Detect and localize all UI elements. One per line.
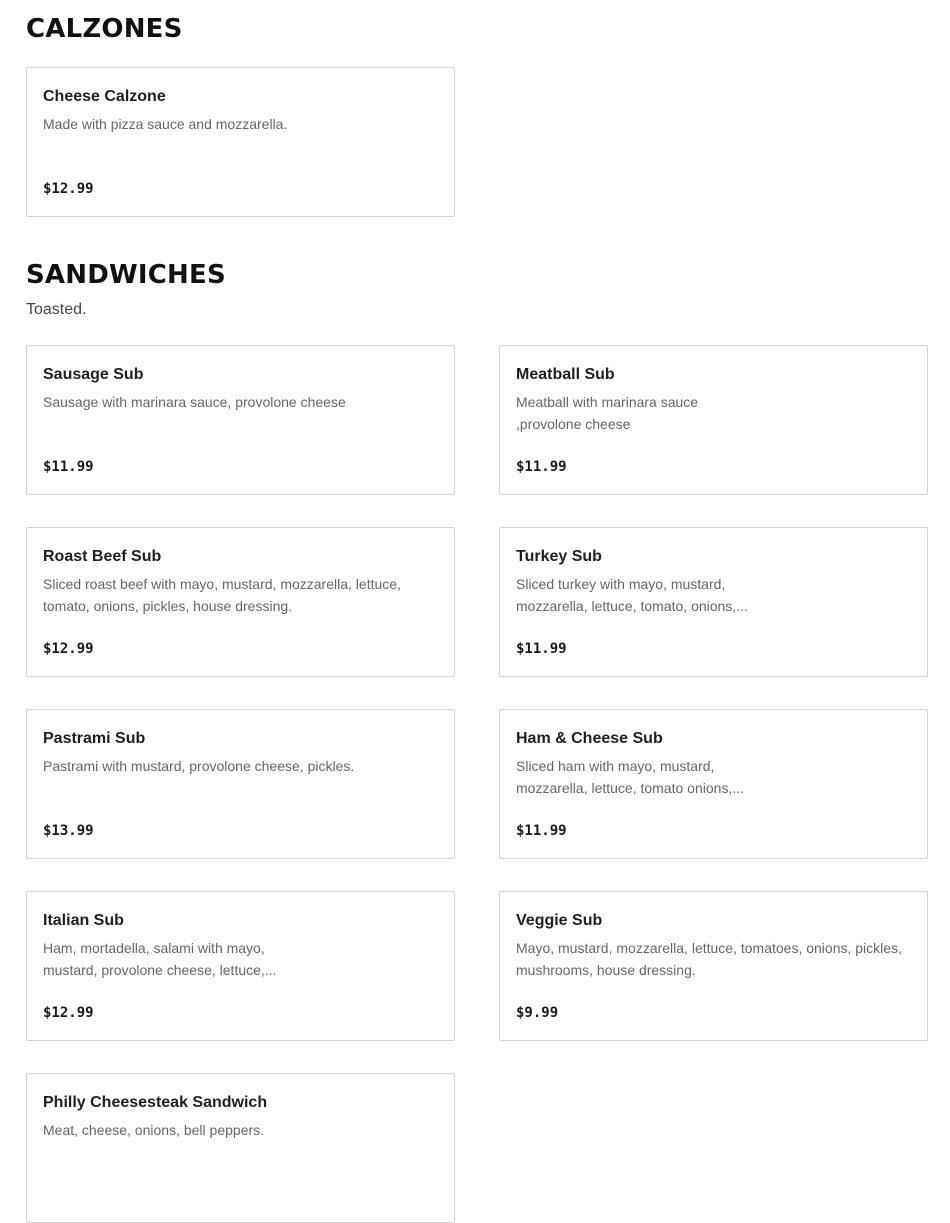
menu-item-name: Turkey Sub bbox=[516, 548, 602, 565]
menu-item-name: Veggie Sub bbox=[516, 912, 603, 929]
menu-item-description: Mayo, mustard, mozzarella, lettuce, tomatoes, onions, pickles, mushrooms, house dressing. bbox=[516, 940, 902, 978]
menu-item-price: $13.99 bbox=[43, 823, 94, 839]
menu-item-card[interactable] bbox=[499, 527, 928, 677]
menu-item-name: Sausage Sub bbox=[43, 366, 144, 383]
menu-item-description: Sausage with marinara sauce, provolone cheese bbox=[43, 394, 346, 410]
menu-item-description: Sliced roast beef with mayo, mustard, mozzarella, lettuce, tomato, onions, pickles, house dressing. bbox=[43, 576, 401, 614]
menu-item-card[interactable] bbox=[26, 1073, 455, 1223]
menu-item-card[interactable] bbox=[499, 345, 928, 495]
menu-item-description: Meat, cheese, onions, bell peppers. bbox=[43, 1122, 265, 1138]
menu-item-price: $11.99 bbox=[516, 641, 567, 657]
section-title-calzones: CALZONES bbox=[26, 14, 183, 44]
menu-item-price: $12.99 bbox=[43, 1005, 94, 1021]
menu-item-name: Roast Beef Sub bbox=[43, 548, 162, 565]
menu-item-name: Philly Cheesesteak Sandwich bbox=[43, 1094, 268, 1111]
menu-item-price: $11.99 bbox=[516, 459, 567, 475]
menu-item-name: Cheese Calzone bbox=[43, 88, 166, 105]
menu-item-card[interactable] bbox=[26, 527, 455, 677]
menu-item-card[interactable] bbox=[499, 891, 928, 1041]
menu-item-name: Meatball Sub bbox=[516, 366, 615, 383]
menu-item-description: Sliced turkey with mayo, mustard, mozzarella, lettuce, tomato, onions,... bbox=[516, 576, 748, 614]
menu-item-price: $12.99 bbox=[43, 181, 94, 197]
menu-item-price: $11.99 bbox=[516, 823, 567, 839]
menu-item-card[interactable] bbox=[26, 345, 455, 495]
menu-item-description: Pastrami with mustard, provolone cheese, pickles. bbox=[43, 758, 355, 774]
menu-item-name: Pastrami Sub bbox=[43, 730, 146, 747]
menu-item-price: $12.99 bbox=[43, 641, 94, 657]
menu-item-card[interactable] bbox=[26, 891, 455, 1041]
menu-item-description: Made with pizza sauce and mozzarella. bbox=[43, 116, 288, 132]
menu-item-price: $11.99 bbox=[43, 459, 94, 475]
menu-item-price: $9.99 bbox=[516, 1005, 559, 1021]
menu-item-name: Italian Sub bbox=[43, 912, 124, 929]
menu-item-name: Ham & Cheese Sub bbox=[516, 730, 663, 747]
menu-item-description: Ham, mortadella, salami with mayo, mustard, provolone cheese, lettuce,... bbox=[43, 940, 277, 978]
menu-item-card[interactable] bbox=[26, 709, 455, 859]
menu-item-description: Sliced ham with mayo, mustard, mozzarella, lettuce, tomato onions,... bbox=[516, 758, 744, 796]
menu-item-description: Meatball with marinara sauce ,provolone cheese bbox=[516, 394, 699, 432]
section-subtitle: Toasted. bbox=[26, 301, 87, 318]
section-title-sandwiches: SANDWICHES bbox=[26, 260, 226, 290]
menu-item-card[interactable] bbox=[499, 709, 928, 859]
menu-item-card[interactable] bbox=[26, 67, 455, 217]
